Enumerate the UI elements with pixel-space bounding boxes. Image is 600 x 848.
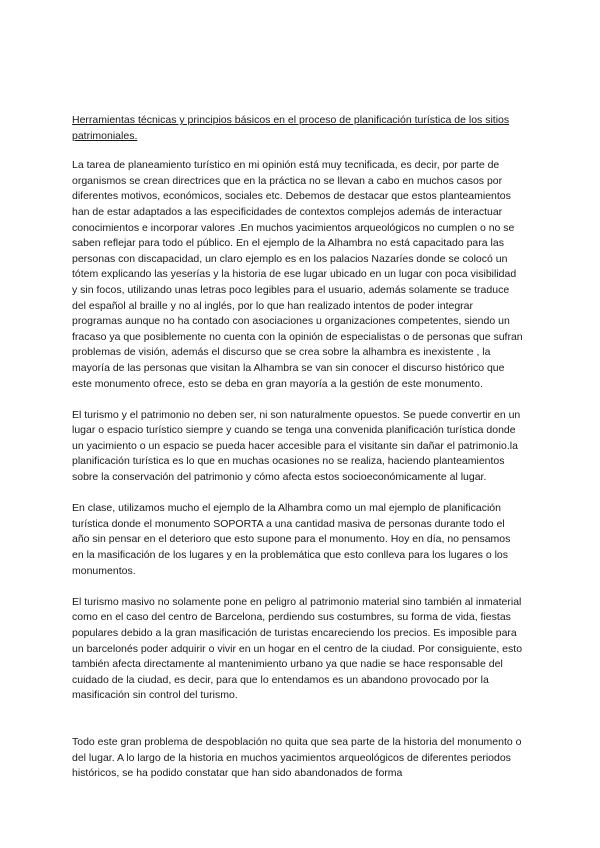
paragraph-4: El turismo masivo no solamente pone en peligro al patrimonio material sino también al inmaterial como en el caso del centro de Barcelona, perdiendo sus costumbres, su forma de vida, fiestas populares debido a la gran masificación de turistas encareciendo los precios. Es imposible para un barcelonés poder adquirir o vivir en un hogar en el centro de la ciudad. Por consiguiente, esto también afecta directamente al mantenimiento urbano ya que nadie se hace responsable del cuidado de la ciudad, es decir, para que lo entendamos es un abandono provocado por la masificación sin control del turismo. <box>72 595 523 702</box>
paragraph-1: La tarea de planeamiento turístico en mi opinión está muy tecnificada, es decir, por parte de organismos se crean directrices que en la práctica no se llevan a cabo en muchos casos por diferentes motivos, económicos, sociales etc. Debemos de destacar que estos planteamientos han de estar adaptados a las especificidades de contextos complejos además de interactuar conocimientos e incorporar valores .En muchos yacimientos arqueológicos no cumplen o no se saben reflejar para todo el público. En el ejemplo de la Alhambra no está capacitado para las personas con discapacidad, un claro ejemplo es en los palacios Nazaríes donde se colocó un tótem explicando las yeserías y la historia de ese lugar ubicado en un lugar con poca visibilidad y sin focos, utilizando unas letras poco legibles para el usuario, además solamente se traduce del español al braille y no al inglés, por lo que han realizado intentos de poder integrar programas aunque no ha contado con asociaciones u organizaciones competentes, siendo un fracaso ya que posiblemente no cuenta con la opinión de especialistas o de personas que sufran problemas de visión, además el discurso que se crea sobre la alhambra es inexistente , la mayoría de las personas que visitan la Alhambra se van sin conocer el discurso histórico que este monumento ofrece, esto se deba en gran mayoría a la gestión de este monumento. <box>72 159 523 390</box>
paragraph-2: El turismo y el patrimonio no deben ser, ni son naturalmente opuestos. Se puede convertir en un lugar o espacio turístico siempre y cuando se tenga una convenida planificación turística donde un yacimiento o un espacio se pueda hacer accesible para el visitante sin dañar el patrimonio.la planificación turística es lo que en muchas ocasiones no se realiza, haciendo planteamientos sobre la conservación del patrimonio y cómo afecta estos socioeconómicamente al lugar. <box>72 408 521 484</box>
paragraph-3: En clase, utilizamos mucho el ejemplo de la Alhambra como un mal ejemplo de planificación turística donde el monumento SOPORTA a una cantidad masiva de personas durante todo el año sin pensar en el deterioro que esto supone para el monumento. Hoy en día, no pensamos en la masificación de los lugares y en la problemática que esto conlleva para los lugares o los monumentos. <box>72 502 511 577</box>
document-page <box>72 113 524 797</box>
document-title: Herramientas técnicas y principios básicos en el proceso de planificación turística de los sitios patrimoniales. <box>72 114 510 142</box>
paragraph-5: Todo este gran problema de despoblación no quita que sea parte de la historia del monumento o del lugar. A lo largo de la historia en muchos yacimientos arqueológicos de diferentes periodos históricos, se ha podido constatar que han sido abandonados de forma <box>72 735 522 780</box>
